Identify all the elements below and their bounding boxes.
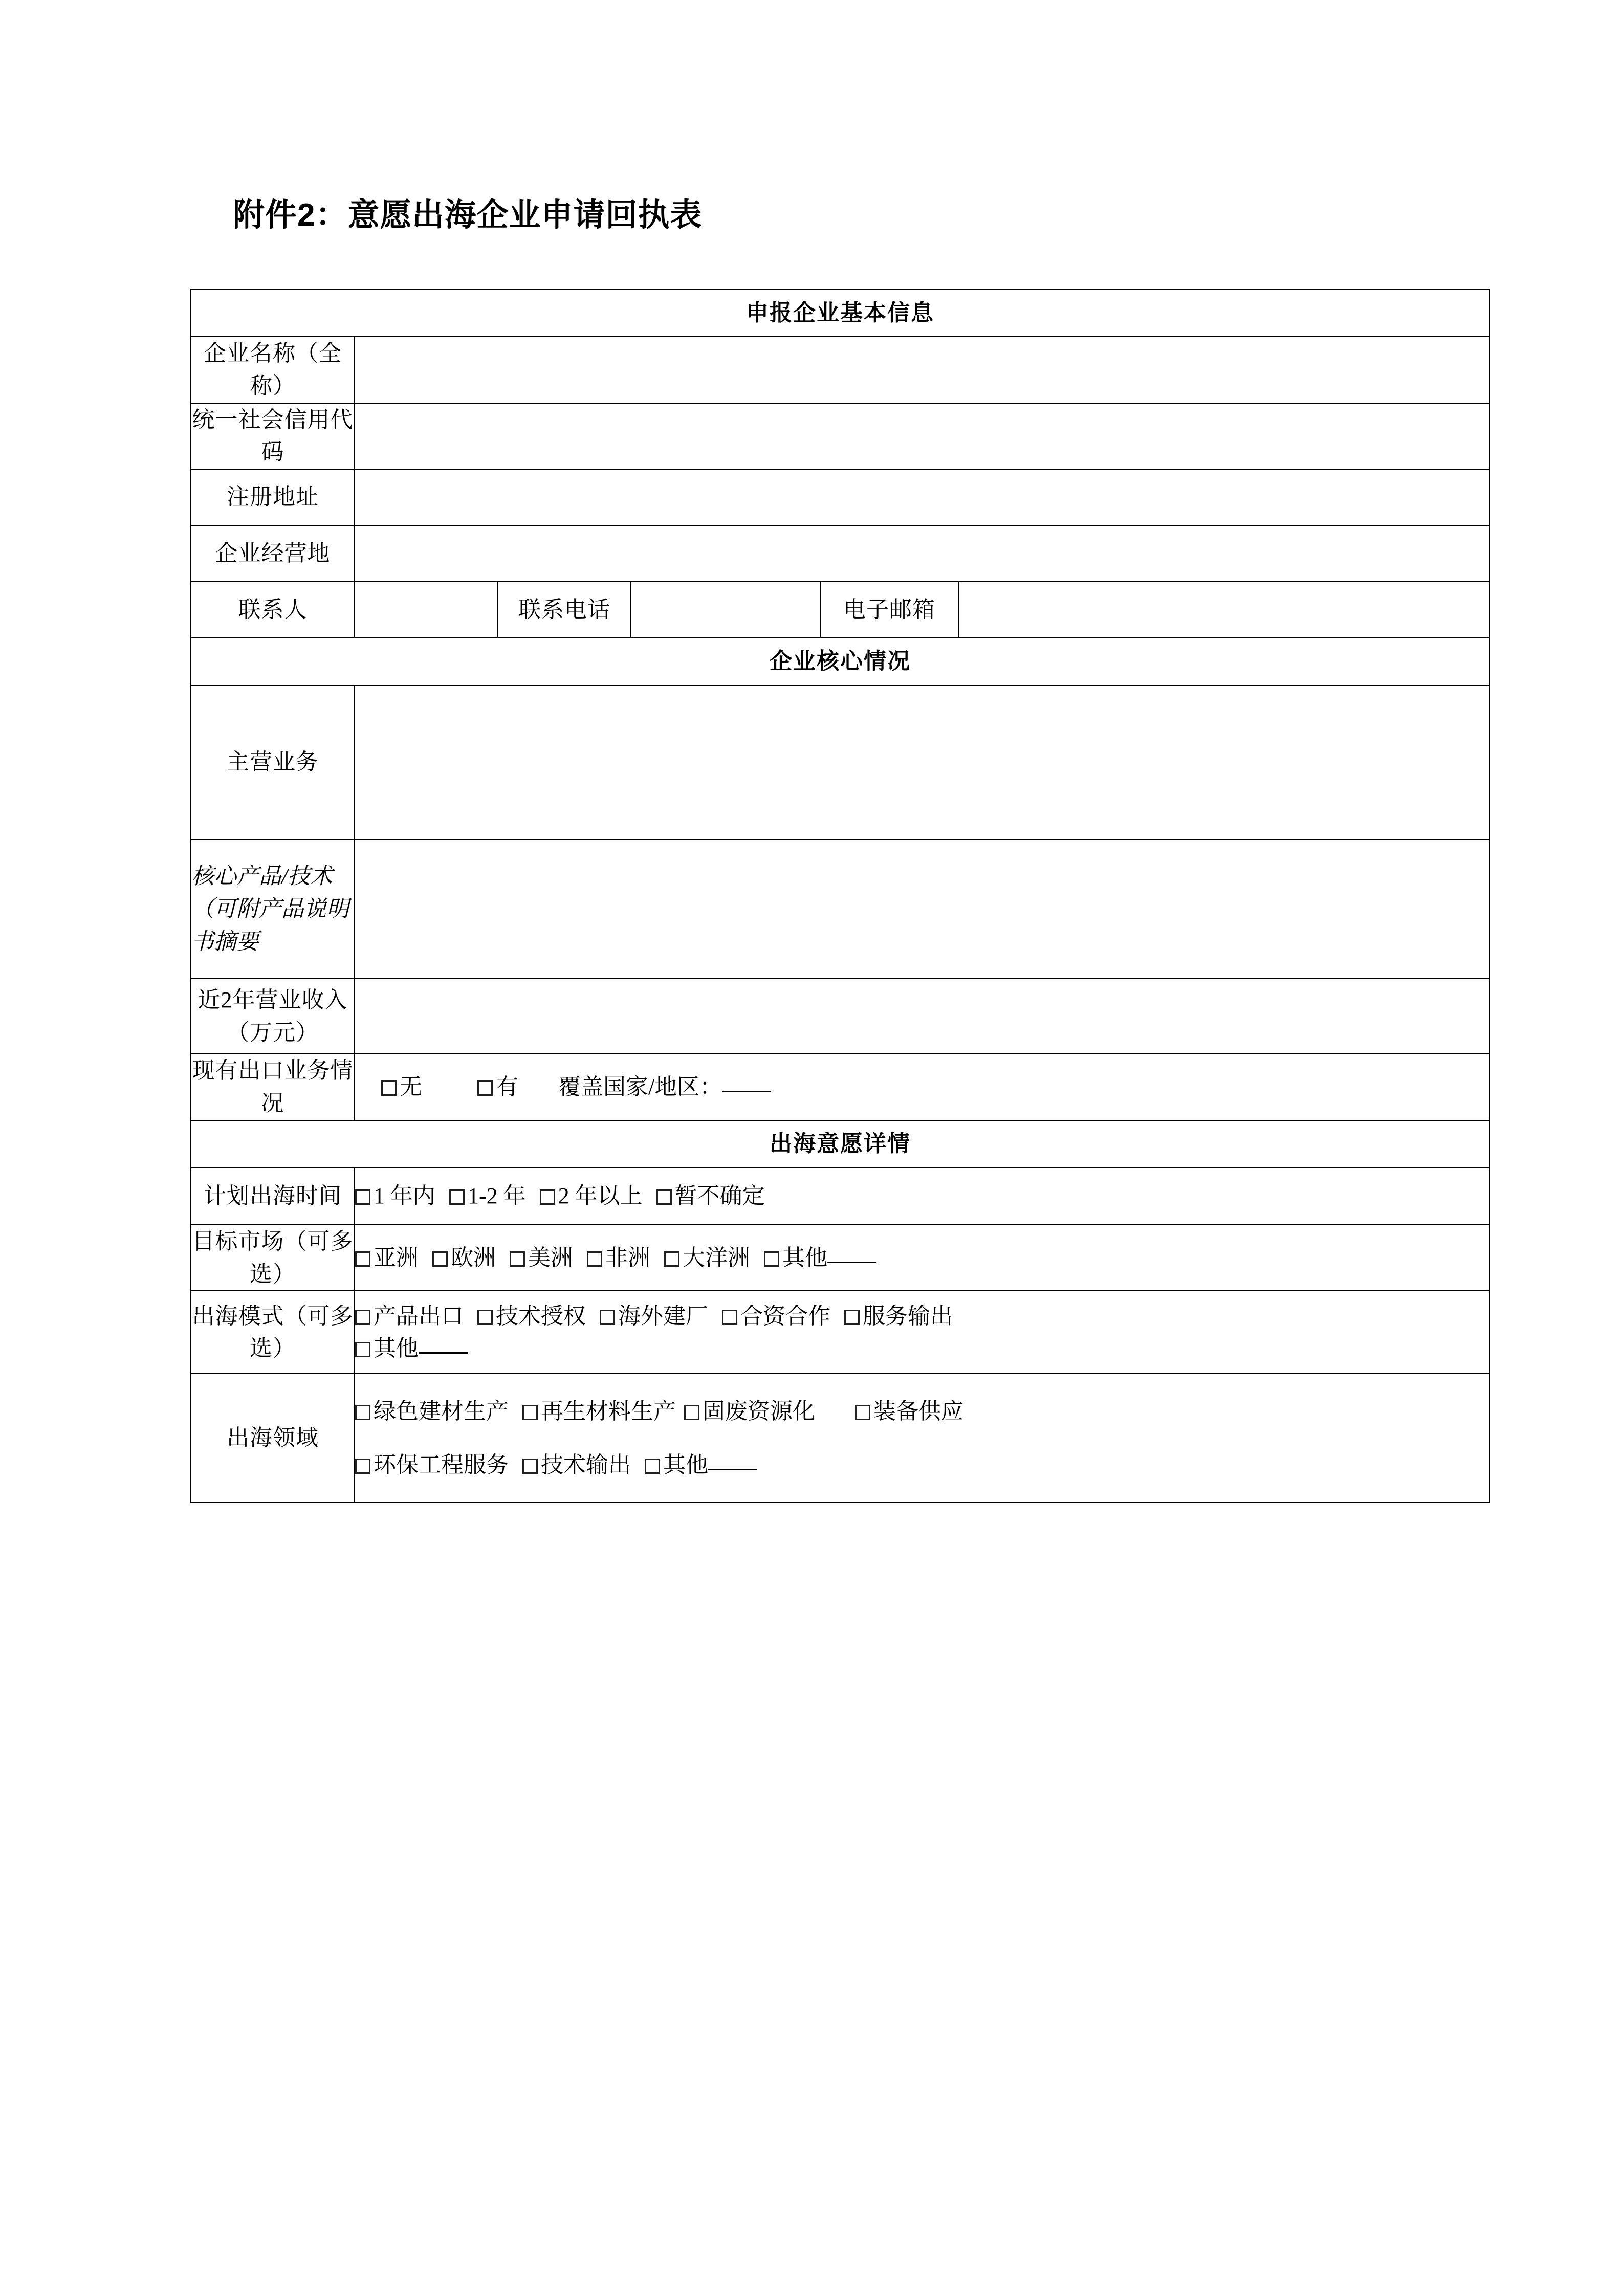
core-product-label: 核心产品/技术（可附产品说明书摘要 [191, 840, 355, 979]
checkbox-label: 1-2 年 [468, 1183, 526, 1208]
checkbox-icon[interactable] [587, 1251, 602, 1267]
checkbox-label: 无 [400, 1074, 422, 1100]
section-header-basic-info: 申报企业基本信息 [191, 290, 1489, 337]
checkbox-label: 技术输出 [541, 1452, 631, 1478]
checkbox-icon[interactable] [381, 1080, 397, 1096]
export-coverage-input[interactable] [722, 1091, 771, 1092]
checkbox-label: 合资合作 [740, 1303, 830, 1329]
target-market-label: 目标市场（可多选） [191, 1225, 355, 1291]
table-row [191, 1291, 1489, 1374]
export-coverage-label: 覆盖国家/地区： [558, 1074, 722, 1100]
checkbox-icon[interactable] [522, 1459, 538, 1474]
timeline-label: 计划出海时间 [191, 1167, 355, 1225]
checkbox-label: 技术授权 [496, 1303, 586, 1329]
checkbox-field-environmental-engineering[interactable] [355, 1449, 509, 1482]
table-row [191, 403, 1489, 470]
checkbox-label: 装备供应 [873, 1398, 963, 1424]
mode-options [355, 1291, 1489, 1374]
checkbox-label: 其他 [374, 1336, 419, 1361]
checkbox-label: 1 年内 [374, 1183, 435, 1208]
checkbox-icon[interactable] [522, 1405, 538, 1420]
table-row [191, 979, 1489, 1054]
checkbox-label: 产品出口 [374, 1303, 464, 1329]
checkbox-label: 有 [496, 1074, 518, 1100]
section-header-going-global: 出海意愿详情 [191, 1120, 1489, 1167]
export-status-label: 现有出口业务情况 [191, 1054, 355, 1120]
application-form-table [190, 289, 1490, 1503]
contact-phone-label: 联系电话 [498, 582, 631, 638]
checkbox-icon[interactable] [540, 1189, 555, 1205]
checkbox-icon[interactable] [355, 1459, 370, 1474]
table-row [191, 1374, 1489, 1503]
checkbox-field-other[interactable] [645, 1449, 757, 1482]
checkbox-field-recycled-materials[interactable] [522, 1395, 676, 1428]
checkbox-label: 再生材料生产 [541, 1398, 676, 1424]
checkbox-timeline-within-1y[interactable] [355, 1180, 435, 1212]
table-row [191, 469, 1489, 525]
contact-person-label: 联系人 [191, 582, 355, 638]
checkbox-field-tech-export[interactable] [522, 1449, 631, 1482]
contact-phone-field[interactable] [631, 582, 820, 638]
checkbox-icon[interactable] [432, 1251, 448, 1267]
checkbox-label: 美洲 [528, 1245, 573, 1270]
checkbox-icon[interactable] [600, 1310, 615, 1325]
revenue-field[interactable] [355, 979, 1489, 1054]
checkbox-timeline-1-2y[interactable] [449, 1180, 526, 1212]
table-row [191, 1225, 1489, 1291]
checkbox-mode-product-export[interactable] [355, 1300, 464, 1333]
market-other-input[interactable] [827, 1262, 876, 1263]
checkbox-market-asia[interactable] [355, 1242, 419, 1274]
checkbox-icon[interactable] [656, 1189, 672, 1205]
export-status-options [355, 1054, 1489, 1120]
checkbox-label: 海外建厂 [618, 1303, 708, 1329]
table-row [191, 582, 1489, 638]
revenue-label-line1: 近2年营业收入 [198, 987, 348, 1012]
checkbox-label: 其他 [782, 1245, 827, 1270]
mode-label: 出海模式（可多选） [191, 1291, 355, 1374]
checkbox-label: 绿色建材生产 [374, 1398, 509, 1424]
checkbox-label: 服务输出 [863, 1303, 953, 1329]
table-row [191, 685, 1489, 840]
field-options-line1 [355, 1395, 1489, 1428]
checkbox-icon[interactable] [355, 1251, 370, 1267]
main-business-field[interactable] [355, 685, 1489, 840]
field-options-line2 [355, 1449, 1489, 1482]
checkbox-mode-service-export[interactable] [844, 1300, 953, 1333]
field-label: 出海领域 [191, 1374, 355, 1503]
table-row [191, 525, 1489, 582]
table-row [191, 1054, 1489, 1120]
checkbox-timeline-undecided[interactable] [656, 1180, 765, 1212]
checkbox-icon[interactable] [855, 1405, 870, 1420]
checkbox-icon[interactable] [645, 1459, 660, 1474]
table-row [191, 638, 1489, 685]
target-market-options [355, 1225, 1489, 1291]
checkbox-icon[interactable] [355, 1405, 370, 1420]
email-field[interactable] [958, 582, 1489, 638]
checkbox-icon[interactable] [355, 1189, 370, 1205]
credit-code-field[interactable] [355, 403, 1489, 470]
checkbox-icon[interactable] [477, 1080, 493, 1096]
checkbox-market-other[interactable] [764, 1242, 876, 1274]
checkbox-timeline-over-2y[interactable] [540, 1180, 643, 1212]
checkbox-icon[interactable] [355, 1342, 370, 1357]
checkbox-field-equipment-supply[interactable] [855, 1395, 963, 1428]
revenue-label-line2: （万元） [227, 1020, 319, 1045]
table-row [191, 290, 1489, 337]
checkbox-label: 亚洲 [374, 1245, 419, 1270]
export-coverage-group [558, 1074, 771, 1099]
checkbox-icon[interactable] [477, 1310, 493, 1325]
core-product-field[interactable] [355, 840, 1489, 979]
checkbox-icon[interactable] [449, 1189, 465, 1205]
checkbox-label: 暂不确定 [674, 1183, 765, 1208]
table-row [191, 1167, 1489, 1225]
checkbox-icon[interactable] [722, 1310, 737, 1325]
checkbox-label: 非洲 [605, 1245, 650, 1270]
company-name-label: 企业名称（全称） [191, 337, 355, 403]
checkbox-label: 欧洲 [451, 1245, 496, 1270]
checkbox-icon[interactable] [684, 1405, 699, 1420]
table-row [191, 337, 1489, 403]
registered-address-field[interactable] [355, 469, 1489, 525]
checkbox-label: 固废资源化 [703, 1398, 815, 1424]
checkbox-market-oceania[interactable] [664, 1242, 750, 1274]
contact-person-field[interactable] [355, 582, 498, 638]
checkbox-export-none[interactable] [381, 1071, 422, 1103]
checkbox-icon[interactable] [844, 1310, 860, 1325]
company-name-field[interactable] [355, 337, 1489, 403]
field-other-input[interactable] [708, 1469, 757, 1470]
checkbox-market-europe[interactable] [432, 1242, 496, 1274]
credit-code-label: 统一社会信用代码 [191, 403, 355, 470]
table-row [191, 1120, 1489, 1167]
business-address-field[interactable] [355, 525, 1489, 582]
page-title: 附件2：意愿出海企业申请回执表 [233, 197, 703, 233]
table-row [191, 840, 1489, 979]
checkbox-mode-other[interactable] [355, 1332, 468, 1365]
checkbox-label: 其他 [663, 1452, 708, 1478]
checkbox-icon[interactable] [764, 1251, 779, 1267]
checkbox-icon[interactable] [664, 1251, 679, 1267]
checkbox-mode-joint-venture[interactable] [722, 1300, 830, 1333]
checkbox-label: 2 年以上 [558, 1183, 643, 1208]
checkbox-field-green-building-materials[interactable] [355, 1395, 509, 1428]
business-address-label: 企业经营地 [191, 525, 355, 582]
checkbox-mode-tech-license[interactable] [477, 1300, 586, 1333]
field-options-spacer [355, 1427, 1489, 1449]
checkbox-icon[interactable] [510, 1251, 525, 1267]
section-header-core-situation: 企业核心情况 [191, 638, 1489, 685]
checkbox-label: 大洋洲 [683, 1245, 750, 1270]
revenue-label [191, 979, 355, 1054]
checkbox-mode-overseas-plant[interactable] [600, 1300, 708, 1333]
email-label: 电子邮箱 [820, 582, 958, 638]
mode-other-input[interactable] [419, 1352, 468, 1354]
checkbox-label: 环保工程服务 [374, 1452, 509, 1478]
checkbox-market-africa[interactable] [587, 1242, 650, 1274]
checkbox-field-solid-waste-resource[interactable] [684, 1395, 815, 1428]
registered-address-label: 注册地址 [191, 469, 355, 525]
main-business-label: 主营业务 [191, 685, 355, 840]
checkbox-export-yes[interactable] [477, 1071, 518, 1103]
field-options [355, 1374, 1489, 1503]
checkbox-market-americas[interactable] [510, 1242, 573, 1274]
checkbox-icon[interactable] [355, 1310, 370, 1325]
timeline-options [355, 1167, 1489, 1225]
